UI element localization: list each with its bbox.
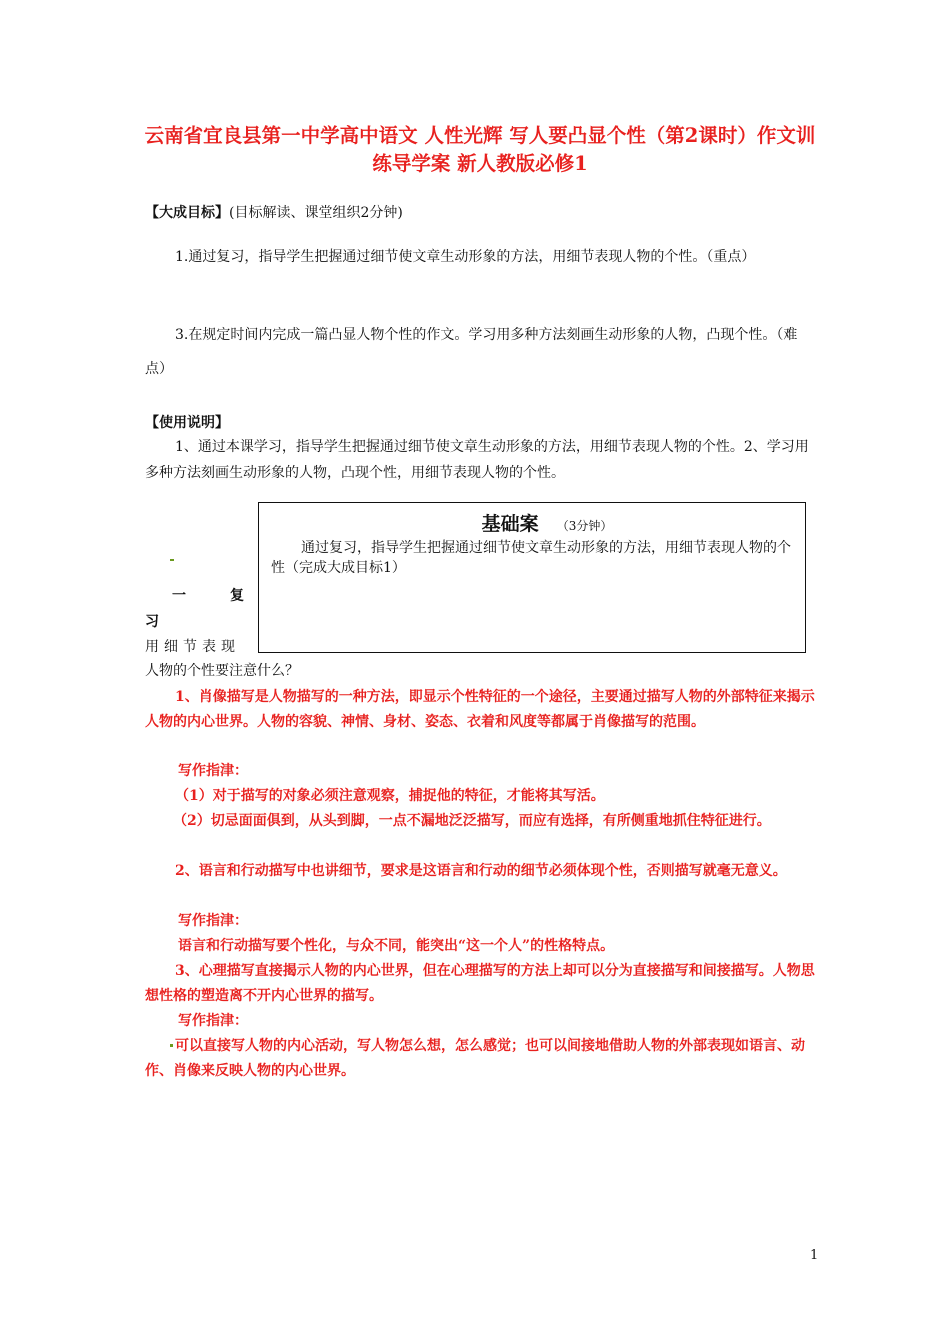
review-question-b: 人物的个性要注意什么？	[145, 663, 299, 679]
basic-case-title: 基础案	[481, 513, 539, 535]
goal-item-3: 3.在规定时间内完成一篇凸显人物个性的作文。学习用多种方法刻画生动形象的人物，凸现个性。（难点）	[145, 327, 798, 377]
usage-text: 1、通过本课学习，指导学生把握通过细节使文章生动形象的方法，用细节表现人物的个性。2、学习用多种方法刻画生动形象的人物，凸现个性，用细节表现人物的个性。	[145, 439, 809, 481]
goal-item-1: 1.通过复习，指导学生把握通过细节使文章生动形象的方法，用细节表现人物的个性。（重点）	[175, 249, 756, 265]
guide-3: 可以直接写人物的内心活动，写人物怎么想，怎么感觉；也可以间接地借助人物的外部表现如语言、动作、肖像来反映人物的内心世界。	[145, 1038, 805, 1079]
page-number: 1	[810, 1248, 819, 1263]
answer-speech-action: 2、语言和行动描写中也讲细节，要求是这语言和行动的细节必须体现个性，否则描写就毫无意义。	[175, 863, 787, 879]
guide-2: 语言和行动描写要个性化，与众不同，能突出“这一个人”的性格特点。	[178, 938, 615, 954]
basic-case-box	[258, 502, 806, 653]
goals-heading-line	[145, 200, 815, 226]
basic-case-header	[259, 509, 805, 536]
answer-portrait: 1、肖像描写是人物描写的一种方法，即显示个性特征的一个途径，主要通过描写人物的外部特征来揭示人物的内心世界。人物的容貌、神情、身材、姿态、衣着和风度等都属于肖像描写的范围。	[145, 689, 815, 730]
document-title: 云南省宜良县第一中学高中语文 人性光辉 写人要凸显个性（第2课时）作文训练导学案 新人教版必修1	[144, 124, 816, 175]
green-mark	[170, 559, 174, 561]
basic-case-subtitle: （3分钟）	[556, 519, 613, 533]
review-question-a: 用细节表现	[145, 639, 240, 655]
review-label	[172, 585, 244, 605]
review-label-c: 习	[145, 614, 159, 630]
usage-heading: 【使用说明】	[145, 415, 229, 431]
basic-case-text: 通过复习，指导学生把握通过细节使文章生动形象的方法，用细节表现人物的个性（完成大成目标1）	[271, 540, 791, 576]
answer-psychology: 3、心理描写直接揭示人物的内心世界，但在心理描写的方法上却可以分为直接描写和间接描写。人物思想性格的塑造离不开内心世界的描写。	[145, 963, 815, 1004]
guide-1a: （1）对于描写的对象必须注意观察，捕捉他的特征，才能将其写活。	[175, 788, 605, 804]
review-label-b: 复	[230, 588, 244, 604]
guide-heading-3: 写作指津：	[178, 1013, 248, 1029]
goals-heading-note: (目标解读、课堂组织2分钟)	[229, 205, 403, 221]
review-label-a: 一	[172, 588, 186, 604]
guide-heading-2: 写作指津：	[178, 913, 248, 929]
goals-heading: 【大成目标】	[145, 205, 229, 221]
guide-heading-1: 写作指津：	[178, 763, 248, 779]
guide-1b: （2）切忌面面俱到，从头到脚，一点不漏地泛泛描写，而应有选择，有所侧重地抓住特征进行。	[173, 813, 771, 829]
